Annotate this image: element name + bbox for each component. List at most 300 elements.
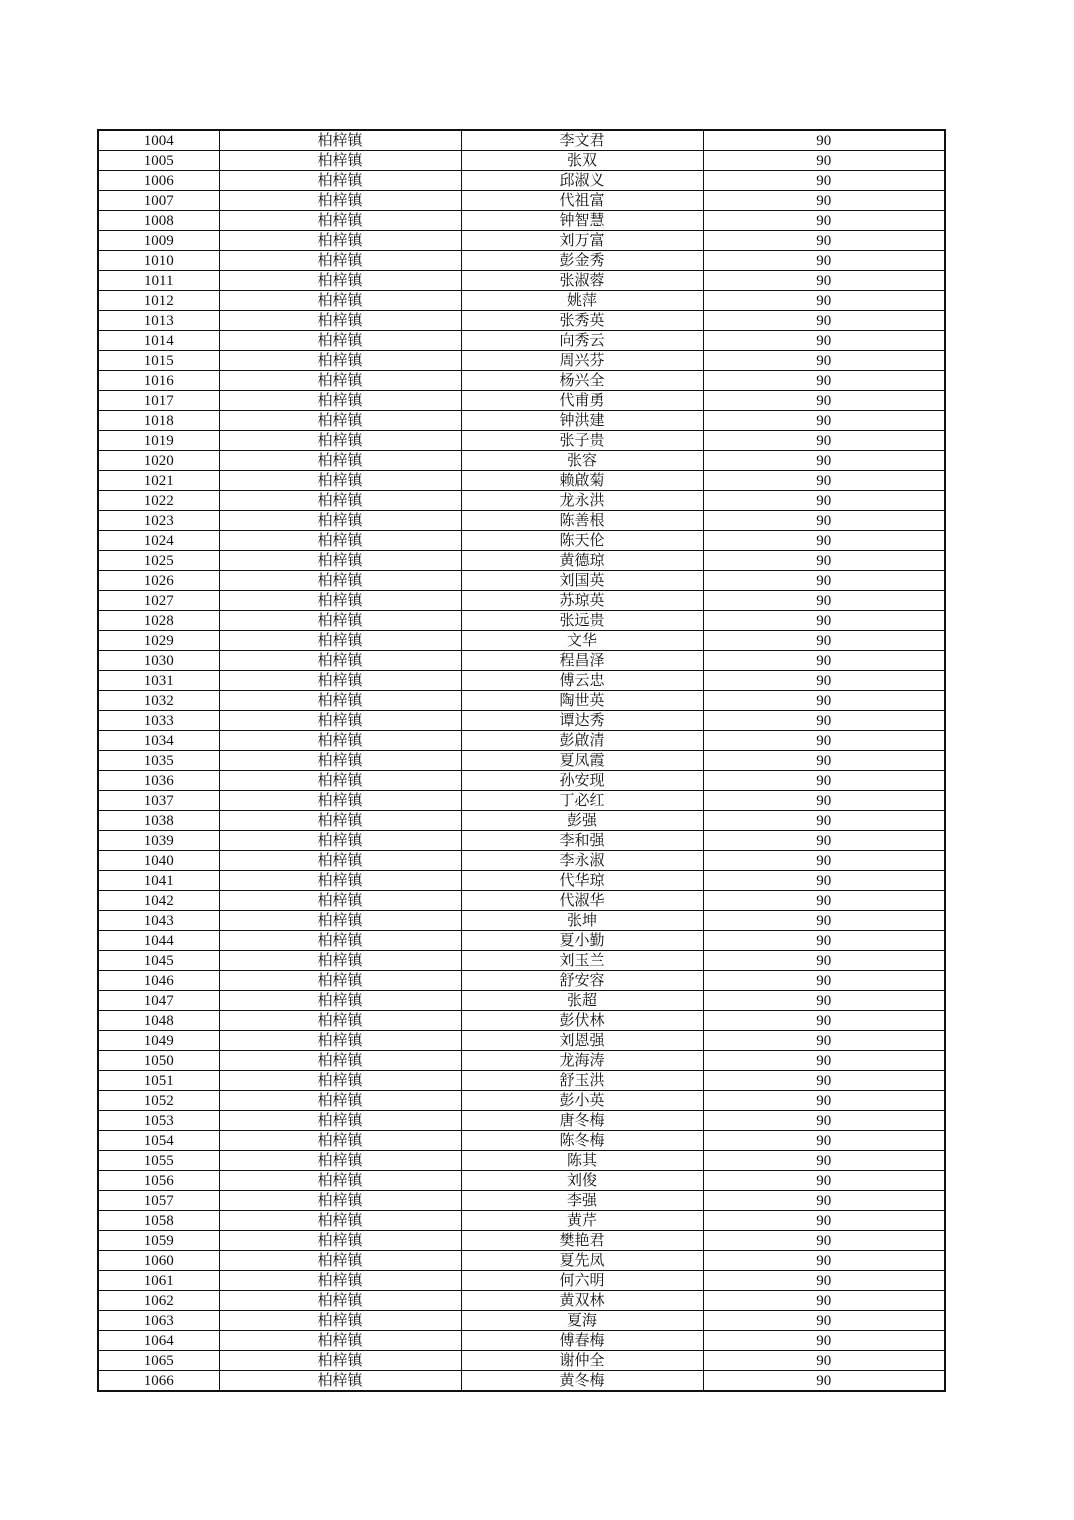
town-cell: 柏梓镇 [219,1231,461,1251]
amount-cell: 90 [703,331,945,351]
table-row [98,1071,945,1091]
name-cell: 李强 [461,1191,703,1211]
name-cell: 钟智慧 [461,211,703,231]
table-row [98,1031,945,1051]
town-cell: 柏梓镇 [219,1051,461,1071]
table-row [98,231,945,251]
amount-cell: 90 [703,731,945,751]
name-cell: 陈天伦 [461,531,703,551]
table-row [98,1011,945,1031]
serial-number-cell: 1059 [98,1231,219,1251]
amount-cell: 90 [703,591,945,611]
amount-cell: 90 [703,831,945,851]
serial-number-cell: 1020 [98,451,219,471]
name-cell: 赖啟菊 [461,471,703,491]
name-cell: 刘俊 [461,1171,703,1191]
amount-cell: 90 [703,791,945,811]
name-cell: 彭伏林 [461,1011,703,1031]
name-cell: 张超 [461,991,703,1011]
amount-cell: 90 [703,991,945,1011]
table-row [98,711,945,731]
town-cell: 柏梓镇 [219,291,461,311]
name-cell: 彭啟清 [461,731,703,751]
amount-cell: 90 [703,371,945,391]
serial-number-cell: 1021 [98,471,219,491]
table-row [98,991,945,1011]
name-cell: 邱淑义 [461,171,703,191]
serial-number-cell: 1066 [98,1371,219,1392]
table-row [98,1331,945,1351]
town-cell: 柏梓镇 [219,871,461,891]
town-cell: 柏梓镇 [219,1291,461,1311]
table-row [98,871,945,891]
table-row [98,1151,945,1171]
amount-cell: 90 [703,1211,945,1231]
name-cell: 黄冬梅 [461,1371,703,1392]
serial-number-cell: 1065 [98,1351,219,1371]
name-cell: 杨兴全 [461,371,703,391]
amount-cell: 90 [703,411,945,431]
serial-number-cell: 1061 [98,1271,219,1291]
table-row [98,611,945,631]
table-row [98,1171,945,1191]
name-cell: 李和强 [461,831,703,851]
amount-cell: 90 [703,451,945,471]
amount-cell: 90 [703,611,945,631]
amount-cell: 90 [703,771,945,791]
town-cell: 柏梓镇 [219,511,461,531]
table-row [98,271,945,291]
amount-cell: 90 [703,130,945,151]
serial-number-cell: 1041 [98,871,219,891]
amount-cell: 90 [703,391,945,411]
amount-cell: 90 [703,511,945,531]
name-cell: 舒安容 [461,971,703,991]
town-cell: 柏梓镇 [219,1331,461,1351]
town-cell: 柏梓镇 [219,1371,461,1392]
amount-cell: 90 [703,351,945,371]
name-cell: 代淑华 [461,891,703,911]
amount-cell: 90 [703,471,945,491]
table-row [98,531,945,551]
amount-cell: 90 [703,311,945,331]
table-row [98,691,945,711]
serial-number-cell: 1013 [98,311,219,331]
name-cell: 代祖富 [461,191,703,211]
serial-number-cell: 1011 [98,271,219,291]
name-cell: 何六明 [461,1271,703,1291]
table-row [98,1111,945,1131]
name-cell: 文华 [461,631,703,651]
serial-number-cell: 1045 [98,951,219,971]
amount-cell: 90 [703,1031,945,1051]
town-cell: 柏梓镇 [219,651,461,671]
amount-cell: 90 [703,891,945,911]
town-cell: 柏梓镇 [219,851,461,871]
town-cell: 柏梓镇 [219,551,461,571]
table-row [98,551,945,571]
table-row [98,371,945,391]
name-cell: 刘万富 [461,231,703,251]
serial-number-cell: 1036 [98,771,219,791]
table-row [98,251,945,271]
table-row [98,851,945,871]
name-cell: 黄双林 [461,1291,703,1311]
serial-number-cell: 1040 [98,851,219,871]
table-body [98,130,945,1391]
table-row [98,571,945,591]
serial-number-cell: 1006 [98,171,219,191]
serial-number-cell: 1023 [98,511,219,531]
data-table [97,129,946,1392]
name-cell: 彭金秀 [461,251,703,271]
table-row [98,591,945,611]
amount-cell: 90 [703,1131,945,1151]
town-cell: 柏梓镇 [219,351,461,371]
town-cell: 柏梓镇 [219,611,461,631]
amount-cell: 90 [703,1011,945,1031]
name-cell: 丁必红 [461,791,703,811]
amount-cell: 90 [703,1291,945,1311]
serial-number-cell: 1058 [98,1211,219,1231]
table-row [98,771,945,791]
table-row [98,431,945,451]
serial-number-cell: 1052 [98,1091,219,1111]
serial-number-cell: 1024 [98,531,219,551]
serial-number-cell: 1038 [98,811,219,831]
table-row [98,171,945,191]
amount-cell: 90 [703,671,945,691]
amount-cell: 90 [703,191,945,211]
name-cell: 黄芹 [461,1211,703,1231]
amount-cell: 90 [703,151,945,171]
serial-number-cell: 1016 [98,371,219,391]
table-row [98,811,945,831]
serial-number-cell: 1039 [98,831,219,851]
amount-cell: 90 [703,211,945,231]
serial-number-cell: 1025 [98,551,219,571]
amount-cell: 90 [703,1331,945,1351]
town-cell: 柏梓镇 [219,271,461,291]
table-row [98,651,945,671]
table-row [98,831,945,851]
amount-cell: 90 [703,931,945,951]
amount-cell: 90 [703,631,945,651]
serial-number-cell: 1014 [98,331,219,351]
name-cell: 张容 [461,451,703,471]
serial-number-cell: 1033 [98,711,219,731]
name-cell: 夏凤霞 [461,751,703,771]
serial-number-cell: 1022 [98,491,219,511]
amount-cell: 90 [703,231,945,251]
serial-number-cell: 1034 [98,731,219,751]
town-cell: 柏梓镇 [219,411,461,431]
table-row [98,1211,945,1231]
table-row [98,731,945,751]
town-cell: 柏梓镇 [219,911,461,931]
amount-cell: 90 [703,1311,945,1331]
amount-cell: 90 [703,1171,945,1191]
table-row [98,411,945,431]
table-row [98,211,945,231]
amount-cell: 90 [703,571,945,591]
amount-cell: 90 [703,491,945,511]
amount-cell: 90 [703,291,945,311]
name-cell: 刘恩强 [461,1031,703,1051]
table-row [98,351,945,371]
table-row [98,671,945,691]
town-cell: 柏梓镇 [219,231,461,251]
serial-number-cell: 1027 [98,591,219,611]
serial-number-cell: 1031 [98,671,219,691]
amount-cell: 90 [703,811,945,831]
town-cell: 柏梓镇 [219,791,461,811]
serial-number-cell: 1026 [98,571,219,591]
table-row [98,1051,945,1071]
serial-number-cell: 1028 [98,611,219,631]
name-cell: 黄德琼 [461,551,703,571]
table-row [98,331,945,351]
name-cell: 唐冬梅 [461,1111,703,1131]
serial-number-cell: 1008 [98,211,219,231]
amount-cell: 90 [703,171,945,191]
name-cell: 李文君 [461,130,703,151]
name-cell: 彭小英 [461,1091,703,1111]
amount-cell: 90 [703,1371,945,1392]
town-cell: 柏梓镇 [219,1011,461,1031]
town-cell: 柏梓镇 [219,831,461,851]
table-row [98,951,945,971]
name-cell: 周兴芬 [461,351,703,371]
amount-cell: 90 [703,951,945,971]
name-cell: 张坤 [461,911,703,931]
town-cell: 柏梓镇 [219,1111,461,1131]
serial-number-cell: 1063 [98,1311,219,1331]
serial-number-cell: 1004 [98,130,219,151]
serial-number-cell: 1046 [98,971,219,991]
serial-number-cell: 1064 [98,1331,219,1351]
town-cell: 柏梓镇 [219,311,461,331]
town-cell: 柏梓镇 [219,591,461,611]
table-row [98,151,945,171]
town-cell: 柏梓镇 [219,391,461,411]
name-cell: 陈善根 [461,511,703,531]
town-cell: 柏梓镇 [219,130,461,151]
name-cell: 陶世英 [461,691,703,711]
table-row [98,1291,945,1311]
serial-number-cell: 1042 [98,891,219,911]
table-row [98,451,945,471]
amount-cell: 90 [703,1271,945,1291]
name-cell: 傅春梅 [461,1331,703,1351]
amount-cell: 90 [703,531,945,551]
name-cell: 钟洪建 [461,411,703,431]
town-cell: 柏梓镇 [219,1031,461,1051]
name-cell: 张秀英 [461,311,703,331]
town-cell: 柏梓镇 [219,631,461,651]
amount-cell: 90 [703,1091,945,1111]
town-cell: 柏梓镇 [219,1071,461,1091]
name-cell: 谢仲全 [461,1351,703,1371]
town-cell: 柏梓镇 [219,531,461,551]
serial-number-cell: 1009 [98,231,219,251]
amount-cell: 90 [703,851,945,871]
name-cell: 夏小勤 [461,931,703,951]
serial-number-cell: 1007 [98,191,219,211]
table-row [98,1371,945,1392]
serial-number-cell: 1037 [98,791,219,811]
serial-number-cell: 1056 [98,1171,219,1191]
serial-number-cell: 1044 [98,931,219,951]
town-cell: 柏梓镇 [219,211,461,231]
serial-number-cell: 1054 [98,1131,219,1151]
name-cell: 张淑蓉 [461,271,703,291]
town-cell: 柏梓镇 [219,1191,461,1211]
name-cell: 龙永洪 [461,491,703,511]
town-cell: 柏梓镇 [219,811,461,831]
name-cell: 彭强 [461,811,703,831]
table-row [98,291,945,311]
table-row [98,191,945,211]
name-cell: 傅云忠 [461,671,703,691]
town-cell: 柏梓镇 [219,151,461,171]
serial-number-cell: 1035 [98,751,219,771]
serial-number-cell: 1015 [98,351,219,371]
name-cell: 陈其 [461,1151,703,1171]
town-cell: 柏梓镇 [219,571,461,591]
table-row [98,911,945,931]
table-row [98,1091,945,1111]
town-cell: 柏梓镇 [219,1091,461,1111]
town-cell: 柏梓镇 [219,951,461,971]
table-row [98,1191,945,1211]
table-row [98,631,945,651]
town-cell: 柏梓镇 [219,1131,461,1151]
town-cell: 柏梓镇 [219,171,461,191]
serial-number-cell: 1060 [98,1251,219,1271]
name-cell: 姚萍 [461,291,703,311]
town-cell: 柏梓镇 [219,251,461,271]
serial-number-cell: 1032 [98,691,219,711]
serial-number-cell: 1029 [98,631,219,651]
amount-cell: 90 [703,691,945,711]
table-row [98,1271,945,1291]
serial-number-cell: 1055 [98,1151,219,1171]
town-cell: 柏梓镇 [219,671,461,691]
table-row [98,791,945,811]
name-cell: 夏海 [461,1311,703,1331]
name-cell: 谭达秀 [461,711,703,731]
town-cell: 柏梓镇 [219,891,461,911]
amount-cell: 90 [703,1071,945,1091]
amount-cell: 90 [703,1111,945,1131]
town-cell: 柏梓镇 [219,751,461,771]
name-cell: 刘国英 [461,571,703,591]
town-cell: 柏梓镇 [219,471,461,491]
town-cell: 柏梓镇 [219,691,461,711]
town-cell: 柏梓镇 [219,771,461,791]
table-row [98,471,945,491]
table-row [98,1251,945,1271]
serial-number-cell: 1018 [98,411,219,431]
town-cell: 柏梓镇 [219,1351,461,1371]
serial-number-cell: 1048 [98,1011,219,1031]
town-cell: 柏梓镇 [219,331,461,351]
serial-number-cell: 1017 [98,391,219,411]
town-cell: 柏梓镇 [219,971,461,991]
table-row [98,1131,945,1151]
amount-cell: 90 [703,911,945,931]
name-cell: 樊艳君 [461,1231,703,1251]
name-cell: 张远贵 [461,611,703,631]
table-row [98,1311,945,1331]
amount-cell: 90 [703,431,945,451]
serial-number-cell: 1051 [98,1071,219,1091]
serial-number-cell: 1005 [98,151,219,171]
name-cell: 龙海涛 [461,1051,703,1071]
amount-cell: 90 [703,251,945,271]
serial-number-cell: 1047 [98,991,219,1011]
amount-cell: 90 [703,871,945,891]
amount-cell: 90 [703,651,945,671]
name-cell: 张子贵 [461,431,703,451]
serial-number-cell: 1030 [98,651,219,671]
name-cell: 代甫勇 [461,391,703,411]
town-cell: 柏梓镇 [219,931,461,951]
serial-number-cell: 1019 [98,431,219,451]
serial-number-cell: 1043 [98,911,219,931]
town-cell: 柏梓镇 [219,1311,461,1331]
amount-cell: 90 [703,971,945,991]
name-cell: 夏先凤 [461,1251,703,1271]
table-row [98,1231,945,1251]
town-cell: 柏梓镇 [219,1271,461,1291]
table-row [98,891,945,911]
town-cell: 柏梓镇 [219,991,461,1011]
amount-cell: 90 [703,1231,945,1251]
serial-number-cell: 1057 [98,1191,219,1211]
town-cell: 柏梓镇 [219,711,461,731]
town-cell: 柏梓镇 [219,431,461,451]
table-row [98,491,945,511]
name-cell: 苏琼英 [461,591,703,611]
town-cell: 柏梓镇 [219,451,461,471]
table-row [98,751,945,771]
town-cell: 柏梓镇 [219,1151,461,1171]
name-cell: 舒玉洪 [461,1071,703,1091]
name-cell: 孙安现 [461,771,703,791]
table-row [98,391,945,411]
table-row [98,971,945,991]
town-cell: 柏梓镇 [219,1211,461,1231]
town-cell: 柏梓镇 [219,1251,461,1271]
serial-number-cell: 1012 [98,291,219,311]
amount-cell: 90 [703,1351,945,1371]
town-cell: 柏梓镇 [219,491,461,511]
name-cell: 陈冬梅 [461,1131,703,1151]
amount-cell: 90 [703,1151,945,1171]
name-cell: 张双 [461,151,703,171]
serial-number-cell: 1053 [98,1111,219,1131]
amount-cell: 90 [703,1251,945,1271]
table-row [98,931,945,951]
amount-cell: 90 [703,1051,945,1071]
table-row [98,511,945,531]
amount-cell: 90 [703,1191,945,1211]
name-cell: 向秀云 [461,331,703,351]
amount-cell: 90 [703,751,945,771]
town-cell: 柏梓镇 [219,371,461,391]
